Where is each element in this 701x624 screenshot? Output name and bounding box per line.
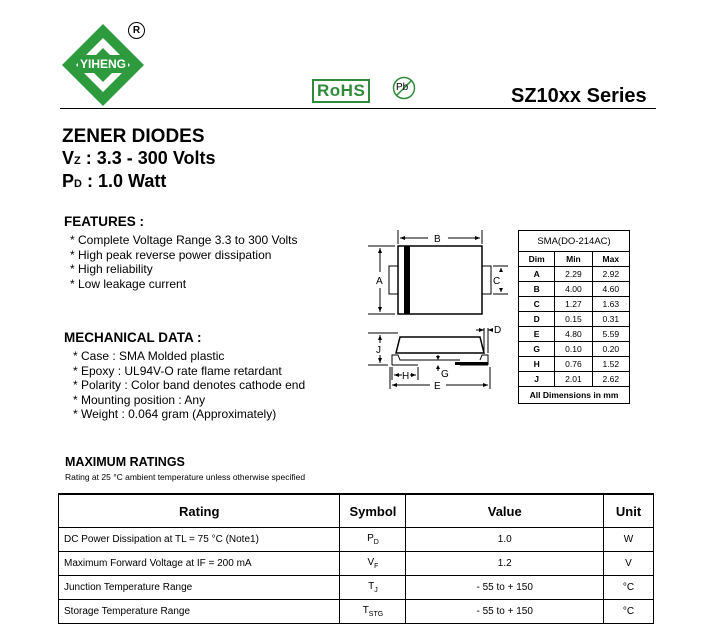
list-item: * Mounting position : Any (73, 392, 206, 407)
ratings-header-symbol: Symbol (340, 494, 406, 528)
rating-cell: DC Power Dissipation at TL = 75 °C (Note1) (59, 528, 340, 552)
dim-cell: 4.80 (555, 327, 592, 342)
dim-cell: D (519, 312, 555, 327)
dim-cell: H (519, 357, 555, 372)
dim-label-d: D (494, 325, 502, 336)
list-item: * Epoxy : UL94V-O rate flame retardant (73, 363, 282, 378)
symbol-cell (340, 528, 406, 552)
symbol-cell (340, 552, 406, 576)
symbol-sub: D (373, 539, 379, 546)
page-title: ZENER DIODES (62, 126, 205, 147)
symbol-main: T (362, 605, 369, 616)
table-row (519, 312, 630, 327)
dim-cell: 2.62 (592, 372, 629, 387)
value-cell: - 55 to + 150 (406, 600, 604, 624)
dim-cell: 5.59 (592, 327, 629, 342)
list-item: * Low leakage current (70, 276, 187, 291)
mechanical-heading: MECHANICAL DATA : (64, 330, 202, 345)
pd-value: : 1.0 Watt (86, 171, 167, 191)
dim-cell: G (519, 342, 555, 357)
dim-label-c: C (493, 276, 501, 287)
symbol-sub: J (374, 587, 378, 594)
dim-cell: A (519, 267, 555, 282)
symbol-cell (340, 600, 406, 624)
pb-free-icon (392, 76, 416, 100)
vz-sub: Z (74, 155, 81, 167)
dim-cell: E (519, 327, 555, 342)
dim-header: Dim (519, 252, 555, 267)
logo-text: YIHENG (79, 57, 126, 71)
table-row (519, 372, 630, 387)
registered-mark (128, 22, 145, 39)
symbol-main: P (367, 533, 374, 544)
dim-cell: 0.20 (592, 342, 629, 357)
table-row (519, 327, 630, 342)
header-divider (60, 108, 656, 109)
dim-cell: 1.63 (592, 297, 629, 312)
pd-sub: D (74, 178, 82, 190)
pd-spec (62, 171, 166, 192)
dim-cell: 2.29 (555, 267, 592, 282)
dim-label-b: B (434, 234, 441, 245)
list-item: * High reliability (70, 262, 153, 277)
table-row (519, 267, 630, 282)
features-list (70, 233, 298, 291)
features-heading: FEATURES : (64, 214, 144, 229)
unit-cell: °C (604, 576, 654, 600)
dim-cell: 1.52 (592, 357, 629, 372)
dim-cell: J (519, 372, 555, 387)
table-row (59, 600, 654, 624)
value-cell: 1.2 (406, 552, 604, 576)
vz-value: : 3.3 - 300 Volts (85, 148, 216, 168)
ratings-heading: MAXIMUM RATINGS (65, 455, 185, 469)
dim-cell: 0.76 (555, 357, 592, 372)
vz-symbol: V (62, 148, 75, 168)
value-cell: 1.0 (406, 528, 604, 552)
list-item: * Polarity : Color band denotes cathode end (73, 378, 306, 393)
symbol-sub: F (374, 563, 379, 570)
list-item: * Case : SMA Molded plastic (73, 349, 225, 363)
dim-cell: 4.60 (592, 282, 629, 297)
table-row (519, 282, 630, 297)
ratings-header-rating: Rating (59, 494, 340, 528)
ratings-table (58, 493, 654, 624)
table-row (59, 552, 654, 576)
symbol-cell (340, 576, 406, 600)
dim-label-g: G (441, 369, 449, 380)
rohs-badge: RoHS (312, 79, 370, 103)
dim-label-a: A (376, 276, 383, 287)
list-item: * Complete Voltage Range 3.3 to 300 Volts (70, 233, 298, 247)
vz-spec (62, 148, 215, 169)
table-row (59, 528, 654, 552)
dim-cell: 2.92 (592, 267, 629, 282)
dim-table-footer: All Dimensions in mm (519, 387, 630, 404)
table-row (519, 342, 630, 357)
mechanical-list (73, 349, 305, 422)
symbol-sub: STG (368, 611, 384, 618)
dim-cell: 4.00 (555, 282, 592, 297)
unit-cell: V (604, 552, 654, 576)
dim-label-h: H (402, 371, 410, 382)
ratings-note: Rating at 25 °C ambient temperature unless otherwise specified (65, 472, 306, 482)
ratings-header-value: Value (406, 494, 604, 528)
dim-cell: C (519, 297, 555, 312)
dim-cell: B (519, 282, 555, 297)
dim-cell: 0.15 (555, 312, 592, 327)
rating-cell: Junction Temperature Range (59, 576, 340, 600)
list-item: * High peak reverse power dissipation (70, 247, 272, 262)
unit-cell: °C (604, 600, 654, 624)
dim-header: Max (592, 252, 629, 267)
rating-cell: Maximum Forward Voltage at IF = 200 mA (59, 552, 340, 576)
series-title: SZ10xx Series (511, 85, 647, 107)
dim-label-e: E (434, 381, 441, 392)
pb-label: Pb (396, 82, 409, 93)
pd-symbol: P (62, 171, 75, 191)
ratings-header-unit: Unit (604, 494, 654, 528)
dim-cell: 1.27 (555, 297, 592, 312)
list-item: * Weight : 0.064 gram (Approximately) (73, 407, 277, 422)
table-row (519, 297, 630, 312)
rating-cell: Storage Temperature Range (59, 600, 340, 624)
dim-cell: 0.31 (592, 312, 629, 327)
symbol-main: V (367, 557, 375, 568)
dim-cell: 2.01 (555, 372, 592, 387)
table-row (59, 576, 654, 600)
dim-label-j: J (376, 345, 381, 356)
symbol-main: T (368, 581, 375, 592)
dim-table-title: SMA(DO-214AC) (519, 231, 630, 252)
registered-mark-label: R (132, 25, 141, 36)
table-row (519, 357, 630, 372)
value-cell: - 55 to + 150 (406, 576, 604, 600)
dim-cell: 0.10 (555, 342, 592, 357)
dimension-table (518, 230, 630, 404)
unit-cell: W (604, 528, 654, 552)
package-diagram (360, 225, 510, 400)
dim-header: Min (555, 252, 592, 267)
